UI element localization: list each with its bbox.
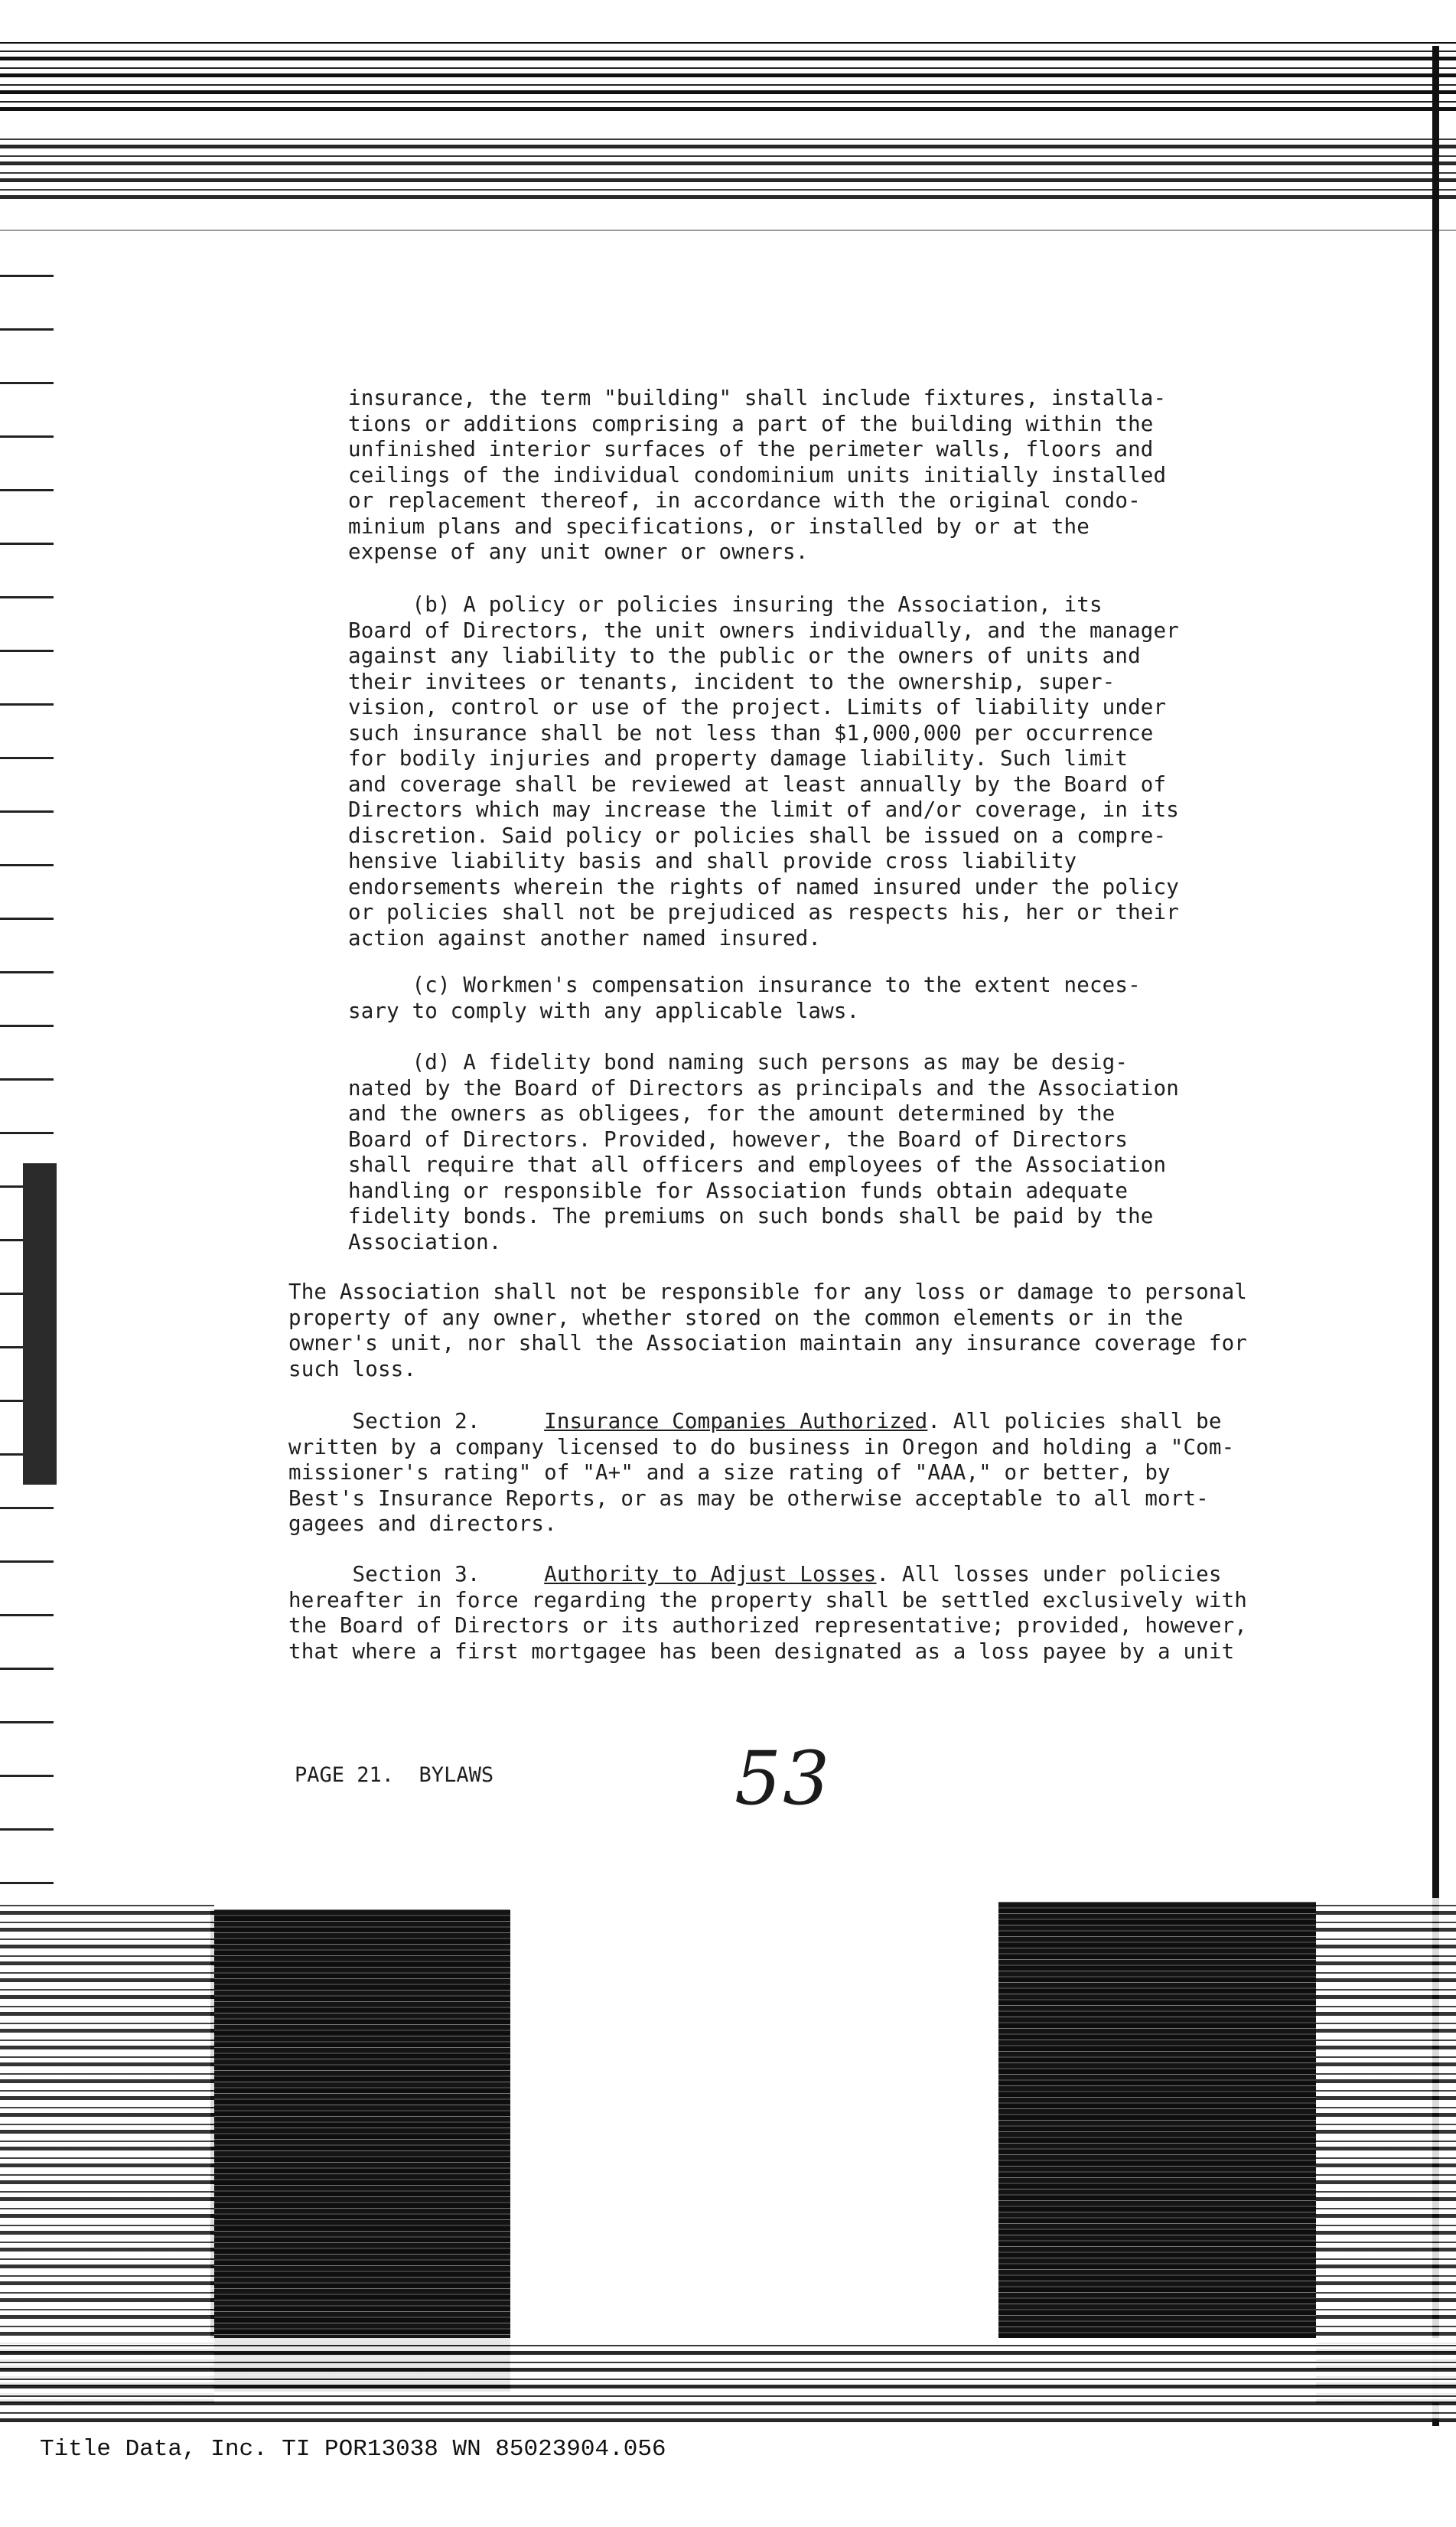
bottom-scan-band (0, 2338, 1456, 2422)
paragraph-c-workmens-compensation: (c) Workmen's compensation insurance to the extent neces- sary to comply with any applicable laws. (348, 973, 1141, 1023)
left-edge-block (23, 1163, 57, 1485)
section-2-lead: Section 2. (288, 1409, 545, 1433)
top-scan-band (0, 42, 1456, 111)
section-2-insurance-companies (288, 1409, 1234, 1537)
paragraph-b-liability-policy: (b) A policy or policies insuring the Association, its Board of Directors, the unit owners individually, and the manager against any liability to the public or the owners of units and their invitees or tenants, incident to the ownership, super- vision, control or use of the project. Limits of liability under such insurance shall be not less than $1,000,000 per occurrence for bodily injuries and property damage liability. Such limit and coverage shall be reviewed at least annually by the Board of Directors which may increase the limit of and/or coverage, in its discretion. Said policy or policies shall be issued on a compre- hensive liability basis and shall provide cross liability endorsements wherein the rights of named insured under the policy or policies shall not be prejudiced as respects his, her or their action against another named insured. (348, 592, 1179, 950)
section-3-heading: Authority to Adjust Losses (544, 1562, 877, 1586)
section-2-text: . All policies shall be written by a company licensed to do business in Oregon and holding a "Com- missioner's rating" of "A+" and a size rating of "AAA," or better, by Best's Insurance Reports, or as may be otherwise acceptable to all mort- gagees and directors. (288, 1409, 1235, 1536)
handwritten-page-number: 53 (735, 1736, 832, 1821)
bottom-left-stripes (0, 1898, 214, 2403)
page-footer-label: PAGE 21. BYLAWS (295, 1763, 494, 1787)
paragraph-building-definition: insurance, the term "building" shall include fixtures, installa- tions or additions comprising a part of the building within the unfinished interior surfaces of the perimeter walls, floors and ceilings of the individual condominium units initially installed or replacement thereof, in accordance with the original condo- minium plans and specifications, or installed by or at the expense of any unit owner or owners. (348, 386, 1167, 564)
paragraph-d-fidelity-bond: (d) A fidelity bond naming such persons as may be desig- nated by the Board of Directors as principals and the Association and the owners as obligees, for the amount determined by the Board of Directors. Provided, however, the Board of Directors shall require that all officers and employees of the Association handling or responsible for Association funds obtain adequate fidelity bonds. The premiums on such bonds shall be paid by the Association. (348, 1050, 1179, 1254)
paragraph-association-not-responsible: The Association shall not be responsible for any loss or damage to personal property of any owner, whether stored on the common elements or in the owner's unit, nor shall the Association maintain any insurance coverage for such loss. (288, 1280, 1247, 1381)
bottom-right-stripes (1316, 1898, 1456, 2403)
left-edge-marks (0, 230, 54, 1913)
section-3-authority-to-adjust (288, 1562, 1247, 1665)
section-2-heading: Insurance Companies Authorized (544, 1409, 928, 1433)
section-3-lead: Section 3. (288, 1562, 545, 1586)
section-3-text: . All losses under policies hereafter in force regarding the property shall be settled exclusively with the Board of Directors or its authorized representative; provided, however, that where a first mortgagee has been designated as a loss payee by a unit (288, 1562, 1247, 1664)
scan-line (0, 230, 1456, 231)
bottom-right-scan-block (998, 1902, 1316, 2338)
title-data-stamp: Title Data, Inc. TI POR13038 WN 85023904.056 (40, 2436, 666, 2463)
bottom-left-scan-block (210, 1909, 510, 2392)
top-scan-band-2 (0, 134, 1456, 199)
